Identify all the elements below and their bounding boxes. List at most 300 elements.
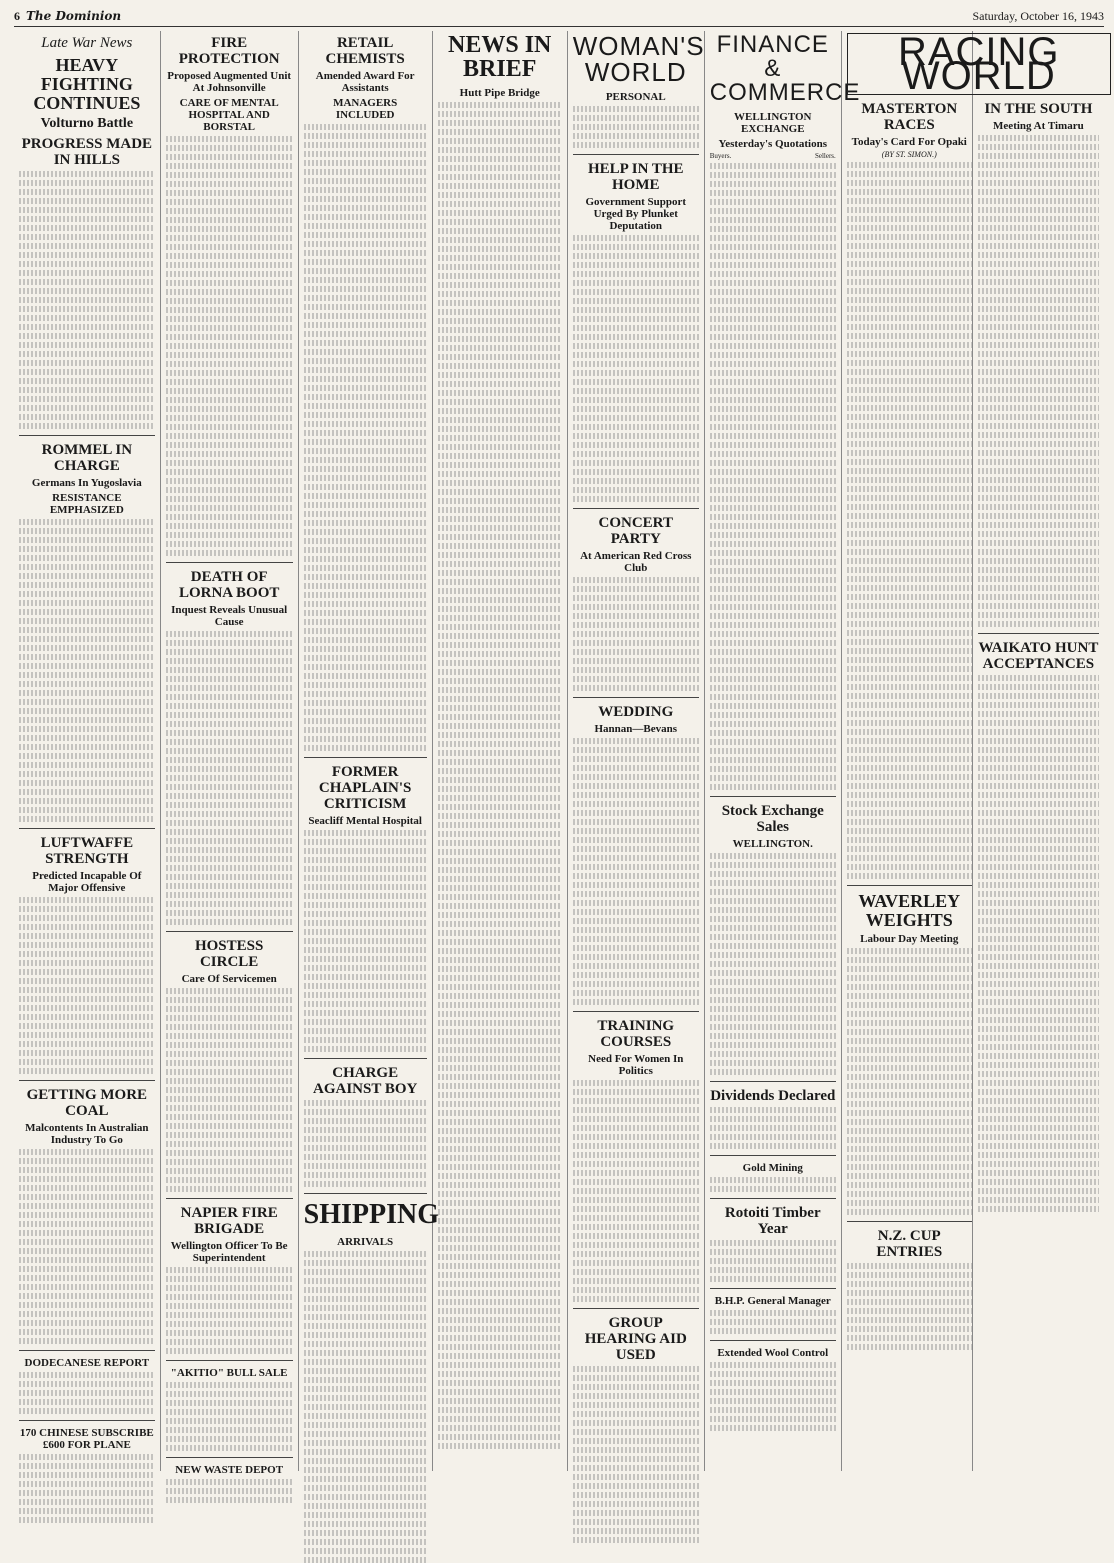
text-line bbox=[19, 198, 155, 204]
text-line bbox=[19, 951, 155, 957]
text-line bbox=[304, 1521, 427, 1527]
subheadline: Amended Award For Assistants bbox=[315, 70, 415, 94]
text-line bbox=[304, 520, 427, 526]
text-line bbox=[573, 316, 699, 322]
text-line bbox=[438, 1290, 562, 1296]
text-line bbox=[573, 451, 699, 457]
text-line bbox=[438, 786, 562, 792]
text-line bbox=[304, 376, 427, 382]
text-line bbox=[710, 271, 836, 277]
text-line bbox=[573, 1125, 699, 1131]
text-line bbox=[19, 1472, 155, 1478]
text-line bbox=[166, 280, 293, 286]
text-line bbox=[573, 1456, 699, 1462]
headline: MASTERTON RACES bbox=[861, 101, 958, 133]
text-line bbox=[573, 1528, 699, 1534]
text-line bbox=[19, 717, 155, 723]
text-line bbox=[438, 165, 562, 171]
text-line bbox=[166, 1033, 293, 1039]
text-line bbox=[710, 1125, 836, 1131]
text-line bbox=[847, 1083, 972, 1089]
text-line bbox=[573, 676, 699, 682]
text-line bbox=[304, 403, 427, 409]
text-line bbox=[847, 1128, 972, 1134]
text-line bbox=[304, 295, 427, 301]
text-line bbox=[847, 1137, 972, 1143]
text-line bbox=[166, 640, 293, 646]
text-line bbox=[438, 1317, 562, 1323]
text-line bbox=[304, 601, 427, 607]
text-line bbox=[166, 487, 293, 493]
text-line bbox=[978, 261, 1099, 267]
text-line bbox=[978, 396, 1099, 402]
text-line bbox=[438, 507, 562, 513]
text-line bbox=[847, 666, 972, 672]
text-line bbox=[304, 875, 427, 881]
text-line bbox=[847, 243, 972, 249]
text-line bbox=[573, 1420, 699, 1426]
divider bbox=[710, 1155, 836, 1156]
text-line bbox=[847, 765, 972, 771]
text-line bbox=[573, 253, 699, 259]
text-line bbox=[573, 873, 699, 879]
headline: "AKITIO" BULL SALE bbox=[170, 1367, 288, 1379]
text-line bbox=[573, 837, 699, 843]
text-line bbox=[438, 471, 562, 477]
text-line bbox=[438, 723, 562, 729]
text-line bbox=[978, 594, 1099, 600]
text-line bbox=[710, 961, 836, 967]
text-line bbox=[847, 1335, 972, 1341]
text-line bbox=[438, 273, 562, 279]
text-line bbox=[573, 334, 699, 340]
text-line bbox=[19, 1338, 155, 1344]
text-line bbox=[438, 1182, 562, 1188]
text-line bbox=[438, 120, 562, 126]
text-line bbox=[978, 387, 1099, 393]
text-line bbox=[166, 316, 293, 322]
text-line bbox=[166, 208, 293, 214]
byline: (BY ST. SIMON.) bbox=[881, 150, 937, 159]
text-line bbox=[304, 965, 427, 971]
text-line bbox=[978, 279, 1099, 285]
text-line bbox=[166, 397, 293, 403]
text-line bbox=[847, 351, 972, 357]
text-line bbox=[847, 1029, 972, 1035]
text-line bbox=[978, 990, 1099, 996]
text-line bbox=[573, 981, 699, 987]
text-line bbox=[710, 613, 836, 619]
text-line bbox=[710, 775, 836, 781]
text-line bbox=[847, 603, 972, 609]
text-line bbox=[438, 633, 562, 639]
divider bbox=[710, 1081, 836, 1082]
text-line bbox=[19, 261, 155, 267]
text-line bbox=[19, 960, 155, 966]
text-line bbox=[166, 685, 293, 691]
text-line bbox=[978, 252, 1099, 258]
headline: WEDDING bbox=[598, 704, 674, 720]
text-line bbox=[847, 1038, 972, 1044]
text-line bbox=[166, 820, 293, 826]
text-line bbox=[710, 433, 836, 439]
text-line bbox=[978, 549, 1099, 555]
text-line bbox=[847, 378, 972, 384]
text-line bbox=[573, 1375, 699, 1381]
text-line bbox=[573, 586, 699, 592]
text-line bbox=[847, 423, 972, 429]
text-line bbox=[573, 343, 699, 349]
text-line bbox=[438, 975, 562, 981]
text-line bbox=[978, 468, 1099, 474]
text-line bbox=[438, 921, 562, 927]
text-line bbox=[978, 477, 1099, 483]
text-line bbox=[438, 1002, 562, 1008]
text-line bbox=[847, 468, 972, 474]
text-line bbox=[978, 612, 1099, 618]
text-line bbox=[573, 469, 699, 475]
text-line bbox=[978, 1179, 1099, 1185]
text-line bbox=[19, 270, 155, 276]
text-line bbox=[438, 984, 562, 990]
text-line bbox=[438, 237, 562, 243]
text-line bbox=[847, 729, 972, 735]
text-line bbox=[19, 297, 155, 303]
text-line bbox=[710, 361, 836, 367]
text-line bbox=[978, 1116, 1099, 1122]
text-line bbox=[978, 180, 1099, 186]
text-line bbox=[573, 352, 699, 358]
text-line bbox=[978, 855, 1099, 861]
text-line bbox=[166, 217, 293, 223]
text-line bbox=[166, 847, 293, 853]
text-line bbox=[710, 451, 836, 457]
text-line bbox=[304, 1476, 427, 1482]
text-line bbox=[19, 663, 155, 669]
text-line bbox=[710, 235, 836, 241]
text-line bbox=[166, 181, 293, 187]
text-line bbox=[710, 685, 836, 691]
text-line bbox=[438, 1173, 562, 1179]
text-line bbox=[438, 930, 562, 936]
text-line bbox=[710, 577, 836, 583]
text-line bbox=[19, 387, 155, 393]
text-line bbox=[166, 460, 293, 466]
text-line bbox=[19, 924, 155, 930]
text-line bbox=[304, 619, 427, 625]
text-line bbox=[710, 712, 836, 718]
text-line bbox=[438, 687, 562, 693]
text-line bbox=[166, 997, 293, 1003]
headline: DODECANESE REPORT bbox=[24, 1357, 150, 1369]
text-line bbox=[304, 1118, 427, 1124]
text-line bbox=[573, 106, 699, 112]
text-line bbox=[19, 1023, 155, 1029]
text-line bbox=[19, 279, 155, 285]
text-line bbox=[847, 612, 972, 618]
text-line bbox=[19, 1293, 155, 1299]
text-line bbox=[438, 210, 562, 216]
text-line bbox=[847, 495, 972, 501]
text-line bbox=[978, 864, 1099, 870]
text-line bbox=[847, 1056, 972, 1062]
text-line bbox=[19, 216, 155, 222]
text-line bbox=[438, 1038, 562, 1044]
text-line bbox=[573, 1179, 699, 1185]
text-line bbox=[166, 1060, 293, 1066]
text-line bbox=[978, 450, 1099, 456]
text-line bbox=[710, 739, 836, 745]
text-line bbox=[19, 1329, 155, 1335]
text-line bbox=[304, 511, 427, 517]
text-line bbox=[573, 298, 699, 304]
text-line bbox=[19, 1499, 155, 1505]
text-line bbox=[304, 277, 427, 283]
text-line bbox=[19, 1041, 155, 1047]
womans-world-heading: WOMAN'S WORLD bbox=[572, 31, 705, 87]
text-line bbox=[573, 496, 699, 502]
text-line bbox=[710, 262, 836, 268]
divider bbox=[573, 154, 699, 155]
text-line bbox=[573, 1501, 699, 1507]
text-line bbox=[19, 735, 155, 741]
text-line bbox=[847, 513, 972, 519]
headline: HOSTESS CIRCLE bbox=[194, 938, 264, 970]
paper-title: The Dominion bbox=[26, 9, 122, 23]
text-line bbox=[847, 621, 972, 627]
text-line bbox=[978, 315, 1099, 321]
text-line bbox=[978, 927, 1099, 933]
text-line bbox=[978, 891, 1099, 897]
subheadline: MANAGERS INCLUDED bbox=[333, 97, 398, 121]
text-line bbox=[304, 1037, 427, 1043]
text-line bbox=[19, 1032, 155, 1038]
text-line bbox=[166, 730, 293, 736]
text-line bbox=[710, 1134, 836, 1140]
text-line bbox=[573, 864, 699, 870]
text-line bbox=[978, 1080, 1099, 1086]
text-line bbox=[304, 655, 427, 661]
text-line bbox=[847, 855, 972, 861]
text-line bbox=[19, 333, 155, 339]
text-line bbox=[166, 766, 293, 772]
text-line bbox=[19, 414, 155, 420]
text-line bbox=[19, 798, 155, 804]
text-line bbox=[438, 534, 562, 540]
text-line bbox=[19, 573, 155, 579]
text-line bbox=[19, 753, 155, 759]
text-line bbox=[573, 936, 699, 942]
text-line bbox=[19, 1517, 155, 1523]
text-line bbox=[304, 628, 427, 634]
text-line bbox=[166, 352, 293, 358]
text-line bbox=[978, 486, 1099, 492]
text-line bbox=[978, 999, 1099, 1005]
text-line bbox=[438, 1029, 562, 1035]
text-line bbox=[304, 902, 427, 908]
text-line bbox=[847, 189, 972, 195]
text-line bbox=[573, 1224, 699, 1230]
text-line bbox=[710, 694, 836, 700]
text-line bbox=[166, 496, 293, 502]
text-line bbox=[847, 522, 972, 528]
text-line bbox=[573, 1080, 699, 1086]
text-line bbox=[166, 1132, 293, 1138]
text-line bbox=[438, 1128, 562, 1134]
text-line bbox=[304, 1251, 427, 1257]
divider bbox=[573, 1011, 699, 1012]
text-line bbox=[978, 135, 1099, 141]
text-line bbox=[438, 957, 562, 963]
masthead bbox=[14, 6, 1104, 27]
text-line bbox=[573, 1411, 699, 1417]
text-line bbox=[19, 609, 155, 615]
text-line bbox=[438, 1020, 562, 1026]
text-line bbox=[304, 1368, 427, 1374]
text-line bbox=[438, 1110, 562, 1116]
text-line bbox=[438, 1371, 562, 1377]
text-line bbox=[19, 225, 155, 231]
text-line bbox=[847, 1344, 972, 1350]
text-line bbox=[166, 649, 293, 655]
text-line bbox=[847, 306, 972, 312]
text-line bbox=[304, 1296, 427, 1302]
text-line bbox=[438, 1425, 562, 1431]
text-line bbox=[710, 334, 836, 340]
text-line bbox=[573, 1233, 699, 1239]
text-line bbox=[847, 837, 972, 843]
text-line bbox=[438, 390, 562, 396]
text-line bbox=[847, 171, 972, 177]
text-line bbox=[438, 894, 562, 900]
text-line bbox=[304, 124, 427, 130]
text-line bbox=[573, 685, 699, 691]
text-line bbox=[573, 801, 699, 807]
text-line bbox=[166, 1303, 293, 1309]
text-line bbox=[304, 448, 427, 454]
finance-heading: FINANCE & COMMERCE bbox=[709, 31, 861, 106]
text-line bbox=[304, 1512, 427, 1518]
text-line bbox=[438, 372, 562, 378]
text-line bbox=[304, 1557, 427, 1563]
text-line bbox=[166, 739, 293, 745]
text-line bbox=[978, 198, 1099, 204]
text-line bbox=[847, 504, 972, 510]
text-line bbox=[304, 664, 427, 670]
text-line bbox=[573, 1188, 699, 1194]
text-line bbox=[19, 537, 155, 543]
text-line bbox=[710, 1319, 836, 1325]
text-line bbox=[304, 1100, 427, 1106]
text-line bbox=[166, 1400, 293, 1406]
column-5 bbox=[568, 31, 705, 1471]
text-line bbox=[438, 354, 562, 360]
text-line bbox=[19, 315, 155, 321]
text-line bbox=[166, 1042, 293, 1048]
text-line bbox=[847, 270, 972, 276]
divider bbox=[166, 562, 293, 563]
text-line bbox=[573, 667, 699, 673]
divider bbox=[19, 828, 155, 829]
subheadline: Germans In Yugoslavia bbox=[31, 477, 142, 489]
text-line bbox=[978, 369, 1099, 375]
text-line bbox=[304, 1163, 427, 1169]
text-line bbox=[438, 1119, 562, 1125]
subheadline: PERSONAL bbox=[605, 91, 666, 103]
text-line bbox=[438, 1335, 562, 1341]
text-line bbox=[978, 324, 1099, 330]
text-line bbox=[710, 631, 836, 637]
text-line bbox=[847, 1011, 972, 1017]
text-line bbox=[978, 882, 1099, 888]
text-line bbox=[573, 649, 699, 655]
text-line bbox=[304, 1287, 427, 1293]
divider bbox=[710, 1288, 836, 1289]
text-line bbox=[19, 1239, 155, 1245]
text-line bbox=[304, 1136, 427, 1142]
text-line bbox=[304, 1449, 427, 1455]
text-line bbox=[573, 972, 699, 978]
text-line bbox=[166, 1024, 293, 1030]
text-line bbox=[847, 540, 972, 546]
text-line bbox=[978, 432, 1099, 438]
text-line bbox=[19, 252, 155, 258]
text-line bbox=[978, 405, 1099, 411]
subheadline: Predicted Incapable Of Major Offensive bbox=[32, 870, 142, 894]
subheadline: At American Red Cross Club bbox=[580, 550, 692, 574]
text-line bbox=[438, 156, 562, 162]
text-line bbox=[438, 1326, 562, 1332]
text-line bbox=[438, 1299, 562, 1305]
text-line bbox=[19, 996, 155, 1002]
text-line bbox=[166, 865, 293, 871]
text-line bbox=[847, 747, 972, 753]
text-line bbox=[710, 1240, 836, 1246]
text-line bbox=[166, 262, 293, 268]
text-line bbox=[166, 1418, 293, 1424]
text-line bbox=[847, 873, 972, 879]
text-line bbox=[847, 369, 972, 375]
text-line bbox=[438, 939, 562, 945]
text-line bbox=[978, 693, 1099, 699]
text-line bbox=[710, 586, 836, 592]
text-line bbox=[978, 729, 1099, 735]
text-line bbox=[847, 486, 972, 492]
text-line bbox=[438, 651, 562, 657]
headline: WAVERLEY WEIGHTS bbox=[858, 891, 961, 930]
text-line bbox=[710, 1398, 836, 1404]
text-line bbox=[304, 169, 427, 175]
text-line bbox=[710, 1015, 836, 1021]
text-line bbox=[304, 385, 427, 391]
text-line bbox=[710, 478, 836, 484]
subheadline: WELLINGTON. bbox=[732, 838, 813, 850]
text-line bbox=[304, 884, 427, 890]
text-line bbox=[978, 414, 1099, 420]
text-line bbox=[19, 771, 155, 777]
text-line bbox=[166, 136, 293, 142]
text-line bbox=[166, 721, 293, 727]
text-line bbox=[573, 307, 699, 313]
headline: Stock Exchange Sales bbox=[721, 803, 824, 835]
text-line bbox=[304, 1154, 427, 1160]
text-line bbox=[978, 1008, 1099, 1014]
text-line bbox=[710, 925, 836, 931]
text-line bbox=[710, 406, 836, 412]
text-line bbox=[166, 1479, 293, 1485]
text-line bbox=[19, 1257, 155, 1263]
text-line bbox=[573, 891, 699, 897]
